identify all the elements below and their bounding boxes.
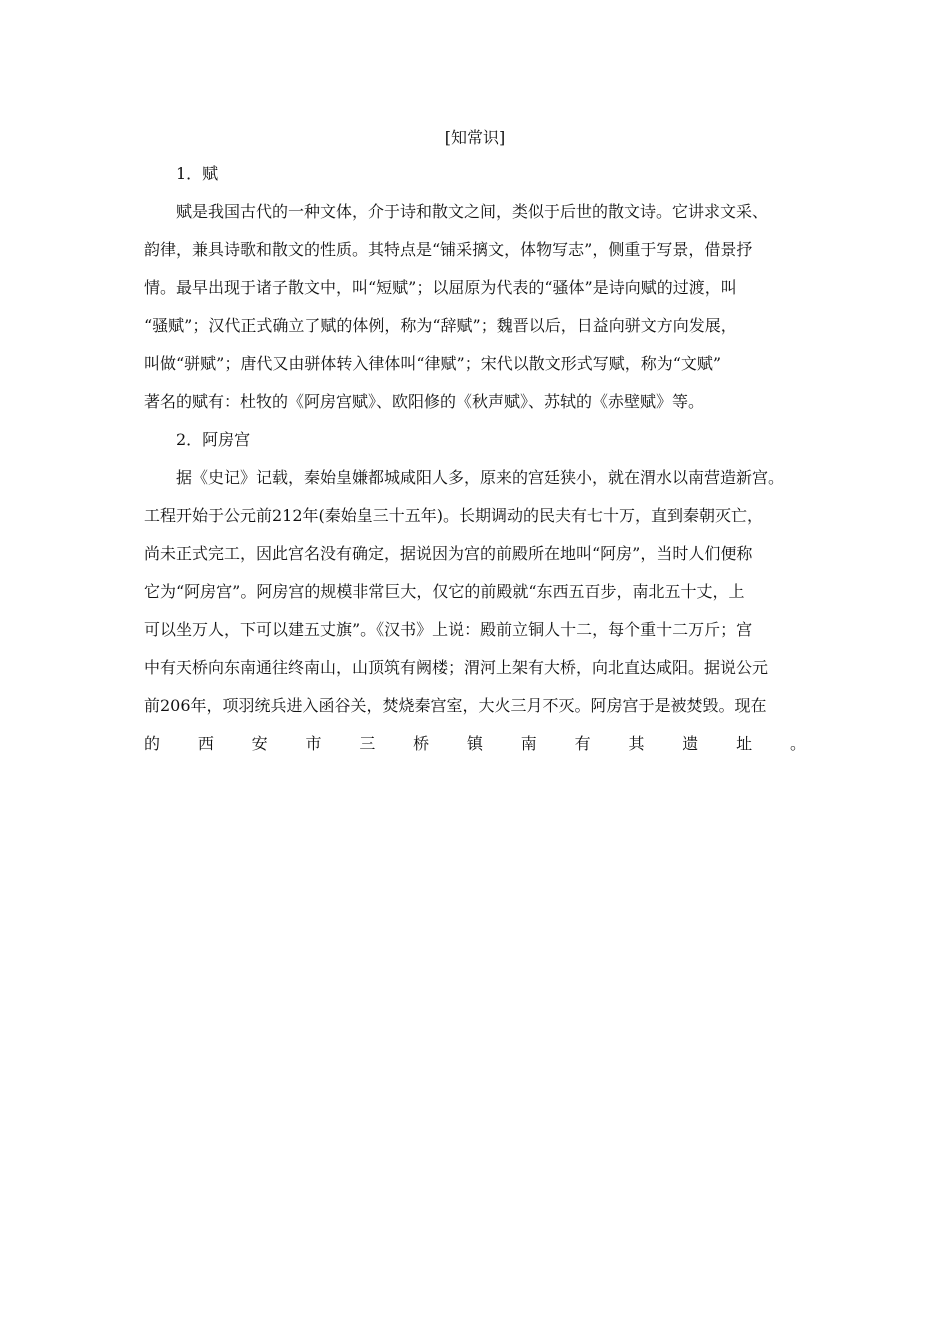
- justified-char: 的: [144, 734, 161, 753]
- justified-char: 。: [789, 734, 806, 753]
- section2-line-2: 工程开始于公元前212年(秦始皇三十五年)。长期调动的民夫有七十万，直到秦朝灭亡，: [144, 506, 764, 525]
- section1-line-6: 著名的赋有：杜牧的《阿房宫赋》、欧阳修的《秋声赋》、苏轼的《赤壁赋》等。: [144, 392, 705, 411]
- section1-title: 1．赋: [176, 164, 219, 183]
- section2-line-1: 据《史记》记载，秦始皇嫌都城咸阳人多，原来的宫廷狭小，就在渭水以南营造新宫。: [176, 468, 785, 487]
- section2-line-7: 前206年，项羽统兵进入函谷关，焚烧秦宫室，大火三月不灭。阿房宫于是被焚毁。现在: [144, 696, 767, 715]
- justified-char: 南: [520, 734, 537, 753]
- section2-title: 2．阿房宫: [176, 430, 251, 449]
- section1-line-2: 韵律，兼具诗歌和散文的性质。其特点是“铺采摛文，体物写志”，侧重于写景，借景抒: [144, 240, 753, 259]
- justified-char: 安: [251, 734, 268, 753]
- justified-char: 市: [305, 734, 322, 753]
- justified-char: 址: [736, 734, 753, 753]
- section2-line-4: 它为“阿房宫”。阿房宫的规模非常巨大，仅它的前殿就“东西五百步，南北五十丈，上: [144, 582, 745, 601]
- section2-line-6: 中有天桥向东南通往终南山，山顶筑有阙楼；渭河上架有大桥，向北直达咸阳。据说公元: [144, 658, 769, 677]
- justified-char: 西: [197, 734, 214, 753]
- justified-char: 三: [359, 734, 376, 753]
- section2-line-3: 尚未正式完工，因此宫名没有确定，据说因为宫的前殿所在地叫“阿房”，当时人们便称: [144, 544, 753, 563]
- section2-line-8-justified: [144, 732, 806, 756]
- section2-line-5: 可以坐万人，下可以建五丈旗”。《汉书》上说：殿前立铜人十二，每个重十二万斤；宫: [144, 620, 753, 639]
- section1-line-4: “骚赋”；汉代正式确立了赋的体例，称为“辞赋”；魏晋以后，日益向骈文方向发展，: [144, 316, 737, 335]
- section1-line-3: 情。最早出现于诸子散文中，叫“短赋”；以屈原为代表的“骚体”是诗向赋的过渡，叫: [144, 278, 737, 297]
- justified-char: 有: [574, 734, 591, 753]
- justified-char: 其: [628, 734, 645, 753]
- justified-char: 遗: [682, 734, 699, 753]
- section1-line-1: 赋是我国古代的一种文体，介于诗和散文之间，类似于后世的散文诗。它讲求文采、: [176, 202, 769, 221]
- section1-line-5: 叫做“骈赋”；唐代又由骈体转入律体叫“律赋”；宋代以散文形式写赋，称为“文赋”: [144, 354, 722, 373]
- justified-char: 桥: [413, 734, 430, 753]
- justified-char: 镇: [466, 734, 483, 753]
- section-heading: [知常识]: [444, 128, 506, 147]
